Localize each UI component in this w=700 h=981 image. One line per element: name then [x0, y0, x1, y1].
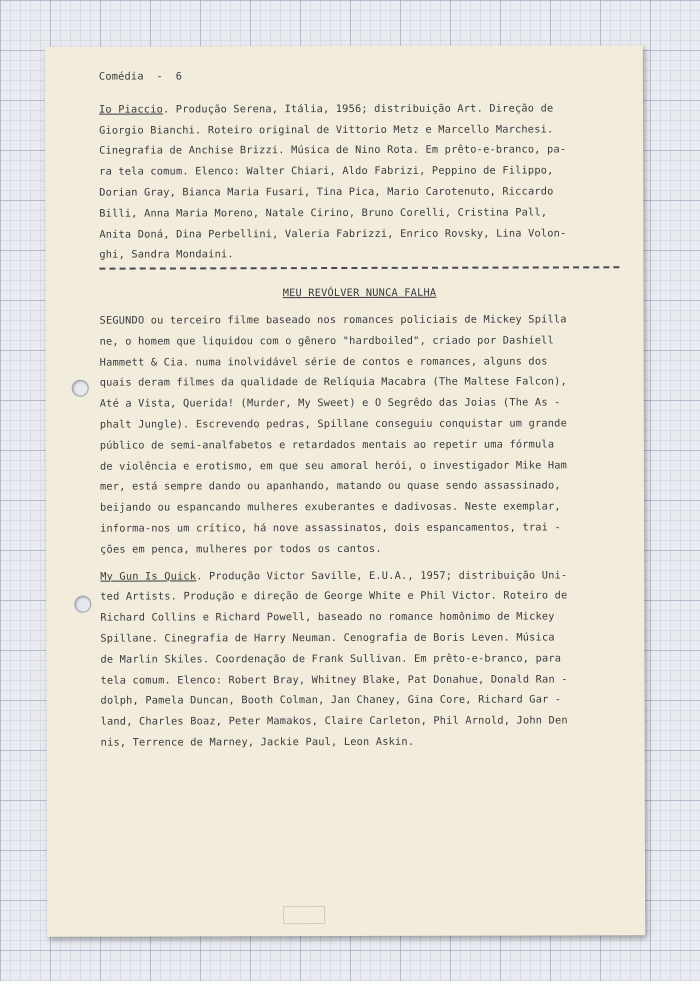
review-body	[100, 309, 621, 560]
review-line: informa-nos um crítico, há nove assassinatos, dois espancamentos, trai -	[100, 521, 561, 535]
film-title: Io Piaccio	[98, 103, 164, 116]
typewritten-page	[45, 45, 645, 937]
section-io-piaccio	[99, 98, 619, 266]
review-line: ções em penca, mulheres por todos os cantos.	[100, 542, 382, 556]
credits-line	[100, 565, 620, 587]
section-my-gun-is-quick	[100, 565, 620, 754]
credits-line: dolph, Pamela Duncan, Booth Colman, Jan Chaney, Gina Core, Richard Gar -	[100, 693, 562, 707]
credits-line: ghi, Sandra Mondaini.	[99, 248, 234, 262]
review-line: beijando ou espancando mulheres exuberantes e dadivosas. Neste exemplar,	[100, 500, 561, 514]
credits-line	[99, 98, 619, 120]
credits-line: ra tela comum. Elenco: Walter Chiari, Aldo Fabrizi, Peppino de Filippo,	[99, 164, 554, 178]
credits-line: ted Artists. Produção e direção de George White e Phil Victor. Roteiro de	[100, 589, 568, 603]
page-text	[99, 65, 621, 753]
credits-line: nis, Terrence de Marney, Jackie Paul, Leon Askin.	[100, 735, 415, 749]
review-line: Até a Vista, Querida! (Murder, My Sweet) e O Segrêdo das Joias (The As -	[99, 396, 561, 410]
review-line: phalt Jungle). Escrevendo pedras, Spillane conseguiu conquistar um grande	[99, 417, 567, 431]
review-line: mer, está sempre dando ou apanhando, matando ou quase sendo assassinado,	[99, 479, 561, 493]
credits-line: Cinegrafia de Anchise Brizzi. Música de Nino Rota. Em prêto-e-branco, pa-	[99, 143, 567, 158]
punch-hole-top	[72, 380, 89, 397]
review-heading	[99, 282, 619, 304]
credits-line: Richard Collins e Richard Powell, baseado no romance homônimo de Mickey	[100, 610, 555, 624]
credits-line: Spillane. Cinegrafia de Harry Neuman. Cenografia de Boris Leven. Música	[100, 631, 555, 645]
section-divider	[99, 266, 619, 283]
review-heading-text: MEU REVÓLVER NUNCA FALHA	[282, 286, 437, 300]
page-header: Comédia - 6	[98, 70, 183, 83]
credits-line: Billi, Anna Maria Moreno, Natale Cirino, Bruno Corelli, Cristina Pall,	[99, 206, 548, 220]
credits-line: Anita Doná, Dina Perbellini, Valeria Fabrizzi, Enrico Rovsky, Lina Volon-	[99, 226, 567, 241]
credits-line: Dorian Gray, Bianca Maria Fusari, Tina Pica, Mario Carotenuto, Riccardo	[99, 185, 554, 199]
review-line: quais deram filmes da qualidade de Relíquia Macabra (The Maltese Falcon),	[99, 375, 567, 390]
review-line: Hammett & Cia. numa inolvidável série de contos e romances, alguns dos	[99, 355, 548, 369]
review-line: de violência e erotismo, em que seu amoral herói, o investigador Mike Ham	[99, 458, 568, 473]
credits-line: land, Charles Boaz, Peter Mamakos, Claire Carleton, Phil Arnold, John Den	[100, 714, 568, 728]
credits-line-rest: . Produção Victor Saville, E.U.A., 1957; distribuição Uni-	[196, 568, 568, 582]
credits-line: tela comum. Elenco: Robert Bray, Whitney Blake, Pat Donahue, Donald Ran -	[100, 672, 568, 687]
review-line: ne, o homem que liquidou com o gênero "hardboiled", criado por Dashiell	[99, 334, 554, 348]
faint-stamp	[283, 906, 325, 924]
credits-line-rest: . Produção Serena, Itália, 1956; distribuição Art. Direção de	[162, 102, 554, 116]
review-line: SEGUNDO ou terceiro filme baseado nos romances policiais de Mickey Spilla	[99, 313, 567, 327]
film-title: My Gun Is Quick	[100, 569, 197, 583]
credits-line: Giorgio Bianchi. Roteiro original de Vittorio Metz e Marcello Marchesi.	[99, 123, 554, 137]
review-line: público de semi-analfabetos e retardados mentais ao repetir uma fórmula	[99, 438, 555, 452]
punch-hole-bottom	[74, 596, 91, 613]
credits-line: de Marlin Skiles. Coordenação de Frank Sullivan. Em prêto-e-branco, para	[100, 652, 562, 666]
